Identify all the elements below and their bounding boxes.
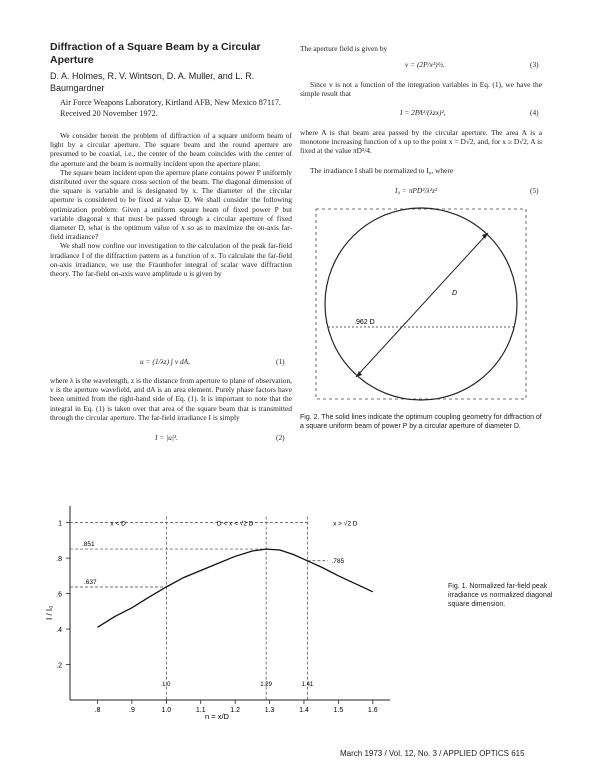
equation-4: I = 2PA²/(λzx)², [400,108,446,117]
x-tick-label: 1.6 [367,707,378,714]
annotation-851: .851 [82,541,95,549]
equation-5: I₀ = πPD²/λ²z² [395,186,438,195]
region-label-high: x > √2 D [333,520,358,528]
paragraph: where λ is the wavelength, z is the distance from aperture to plane of observation, v is the aperture wavefield, and dA is an area element. Purely phase factors have been omitted from the right-hand side of Eq. (1). It is important to note that the integral in Eq. (1) is taken over that area of the square beam that is transmitted through the circular aperture. The far-field irradiance I is simply [50,376,292,422]
y-tick-label: .6 [56,591,62,599]
figure-1-caption: Fig. 1. Normalized far-field peak irradiance vs normalized diagonal square dimension. [448,583,553,608]
x-tick-label: 1.1 [195,707,206,714]
equation-1: u = (1/λz) ∫ v dA, [140,357,191,366]
y-tick-label: .2 [56,662,62,670]
x-tick-label: 1.4 [299,707,309,714]
paragraph: We shall now confine our investigation to the calculation of the peak far-field irradiance I of the diffraction pattern as a function of x. To calculate the far-field on-axis irradiance, we use the Fraunhofer integral of scalar wave diffraction theory. The far-field on-axis wave amplitude u is given by [50,241,292,279]
equation-2-number: (2) [276,433,285,442]
paragraph: The square beam incident upon the aperture plane contains power P uniformly distributed over the square cross section of the beam. The diagonal dimension of the square is variable and is designated by x. The diameter of the circular aperture is considered to be fixed at value D. We shall consider the following optimization problem: Given a uniform square beam of fixed power P but variable diagonal x that must be passed through a circular aperture of fixed diameter D, what is the optimum value of x so as to maximize the on-axis far-field irradiance? [50,167,292,242]
x-tick-label: .9 [129,707,135,714]
paragraph: The irradiance I shall be normalized to I₀, where [310,166,454,175]
x-axis-label: n = x/D [205,712,229,721]
equation-4-number: (4) [530,108,539,117]
figure-1-chart [30,490,430,730]
paragraph: Since v is not a function of the integration variables in Eq. (1), we have the simple result that [300,80,542,99]
figure-2-caption: Fig. 2. The solid lines indicate the optimum coupling geometry for diffraction of a square uniform beam of power P by a circular aperture of diameter D. [300,414,542,430]
x-tick-label: 1.0 [161,707,172,714]
diagonal-label: D [452,290,458,297]
x-tick-label: 1.3 [264,707,275,714]
diameter-line [356,233,488,377]
x-tick-label: 1.2 [230,707,241,714]
affiliation: Air Force Weapons Laboratory, Kirtland AFB, New Mexico 87117. [60,98,281,107]
author-list: D. A. Holmes, R. V. Wintson, D. A. Muller, and L. R. Baumgardner [50,71,255,93]
annotation-785: .785 [331,557,345,565]
y-tick-label: 1 [58,520,62,528]
received-date: Received 20 November 1972. [60,108,158,118]
x-tick-label: 1.5 [333,707,344,714]
paragraph: where A is that beam area passed by the circular aperture. The area A is a monotone increasing function of x up to the point x = D√2, and, for x ≥ D√2, A is fixed at the value πD²/4. [300,128,542,156]
equation-5-number: (5) [530,186,539,195]
equation-1-number: (1) [276,357,285,366]
annotation-637: .637 [84,579,97,587]
top-tick-label: 1.29 [260,682,272,688]
aperture-circle [325,208,517,400]
paper-title: Diffraction of a Square Beam by a Circular Aperture [50,41,261,66]
top-tick-label: 1.41 [301,682,314,688]
top-tick-label: 1.0 [162,682,171,688]
chord-label: .962 D [354,319,375,326]
region-label-low: x < D [110,520,126,528]
x-tick-label: .8 [94,707,101,714]
paragraph: The aperture field is given by [300,44,388,53]
region-label-mid: D < x < √2 D [216,520,254,528]
paragraph: We consider herein the problem of diffraction of a square uniform beam of light by a circular aperture. The square beam and the round aperture are presumed to be coaxial, i.e., the center of the beam coincides with the center of the aperture and the beam is normally incident upon the aperture plane. [50,131,292,168]
page-footer: March 1973 / Vol. 12, No. 3 / APPLIED OPTICS 615 [340,749,525,758]
square-beam-outline [316,209,526,399]
y-tick-label: .8 [56,556,62,564]
equation-2: I = |u|². [155,433,178,442]
left-column [50,131,292,278]
y-axis-label: I / I₀ [45,605,54,620]
figure-2 [312,203,534,408]
equation-3-number: (3) [530,60,539,69]
affiliation-block [60,98,292,119]
y-tick-label: .4 [56,627,62,635]
equation-3: v = (2P/x²)½. [405,60,446,69]
